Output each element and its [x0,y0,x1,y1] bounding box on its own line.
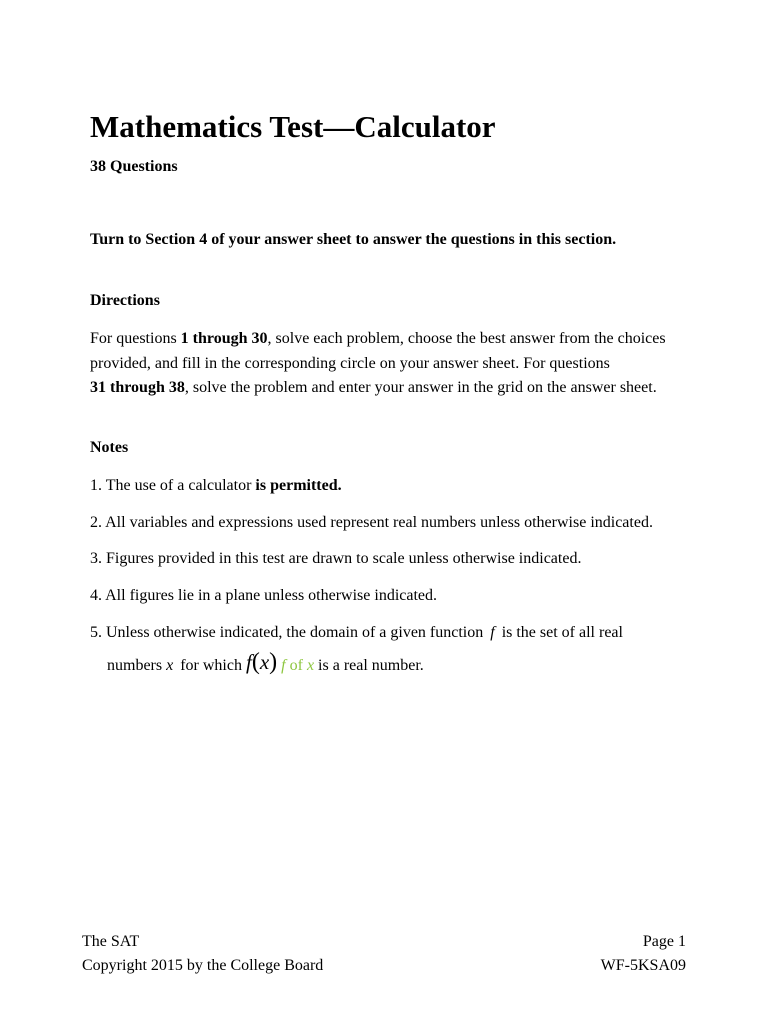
note-item [90,623,623,643]
directions-line-3 [90,376,690,401]
math-expression-fx [246,650,277,674]
page-title: Mathematics Test—Calculator [90,109,496,144]
note-text: 5. Unless otherwise indicated, the domain of a given function [90,624,488,641]
question-count: 38 Questions [90,158,178,175]
math-variable-f: f [245,650,252,674]
math-paren: ) [269,649,278,675]
footer-copyright: Copyright 2015 by the College Board [82,957,324,974]
question-range: 31 through 38 [90,379,185,396]
footer-form-code: WF-5KSA09 [600,957,686,974]
note-text: numbers [107,657,167,674]
footer-right [601,930,686,978]
math-variable-x: x [166,657,174,674]
note-item: 2. All variables and expressions used represent real numbers unless otherwise indicated. [90,514,653,531]
alt-f: f [281,657,286,674]
directions-line-2: provided, and fill in the corresponding circle on your answer sheet. For questions [90,354,610,372]
question-range: 1 through 30 [180,330,268,347]
footer-test-name: The SAT [82,933,140,950]
directions-line-1 [90,327,690,352]
note-text: is a real number. [314,657,424,674]
directions-heading: Directions [90,292,160,309]
note-text: for which [176,657,246,674]
note-emphasis: is permitted. [255,477,342,494]
footer-page-number: Page 1 [642,933,686,950]
note-item [90,476,342,496]
math-alt-text [281,657,314,674]
math-paren: ( [251,649,260,675]
notes-heading: Notes [90,439,129,456]
directions-text: , solve each problem, choose the best answer from the choices [267,330,666,347]
footer-left [82,930,323,978]
math-variable-x: x [259,650,270,674]
note-text: 1. The use of a calculator [90,477,256,494]
math-variable-f: f [490,624,495,641]
directions-paragraph [90,327,690,401]
note-item: 4. All figures lie in a plane unless otherwise indicated. [90,587,438,604]
section-instruction: Turn to Section 4 of your answer sheet to answer the questions in this section. [90,231,617,248]
note-item-continuation [107,646,424,682]
directions-text: , solve the problem and enter your answer in the grid on the answer sheet. [184,379,657,396]
note-text: is the set of all real [497,624,623,641]
alt-of: of [285,657,307,674]
directions-text: For questions [90,330,181,347]
alt-x: x [306,657,315,674]
note-item: 3. Figures provided in this test are drawn to scale unless otherwise indicated. [90,550,582,567]
